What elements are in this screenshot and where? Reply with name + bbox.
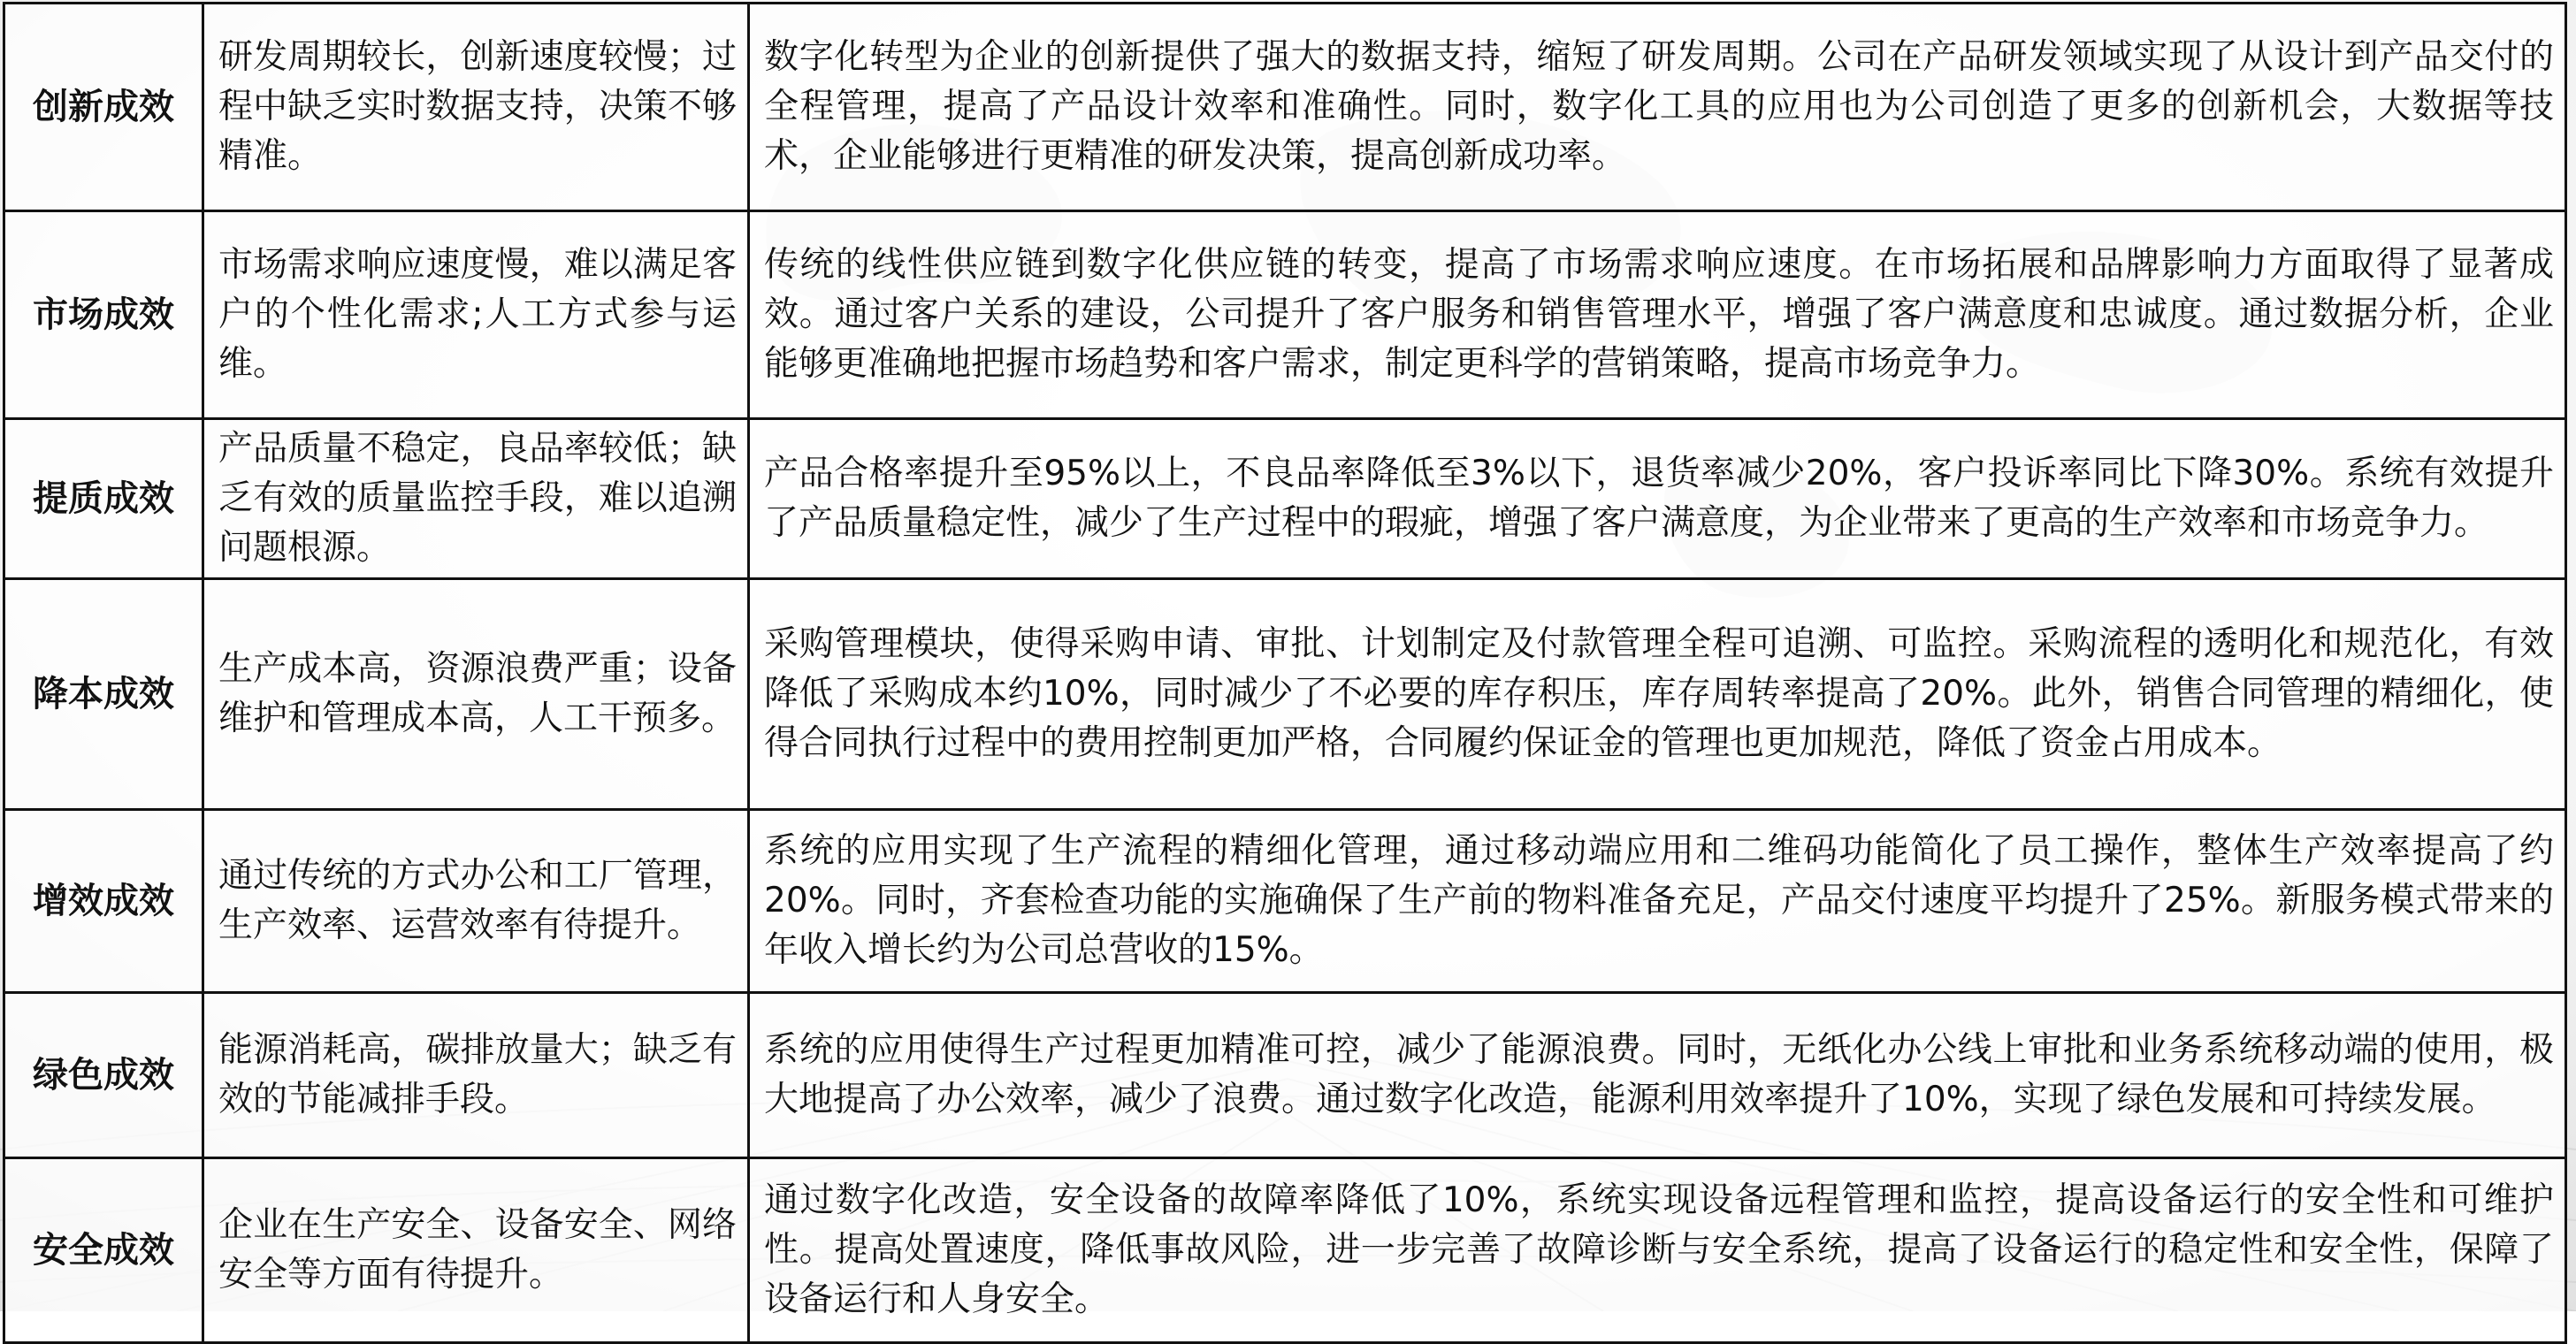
result-cell: 通过数字化改造，安全设备的故障率降低了10%，系统实现设备远程管理和监控，提高设备运行的安全性和可维护性。提高处置速度，降低事故风险，进一步完善了故障诊断与安全系统，提高了设备运行的稳定性和安全性，保障了设备运行和人身安全。	[749, 1158, 2566, 1343]
table-row	[4, 211, 2566, 419]
problem-cell: 生产成本高，资源浪费严重；设备维护和管理成本高，人工干预多。	[203, 579, 749, 810]
result-cell: 传统的线性供应链到数字化供应链的转变，提高了市场需求响应速度。在市场拓展和品牌影响力方面取得了显著成效。通过客户关系的建设，公司提升了客户服务和销售管理水平，增强了客户满意度和忠诚度。通过数据分析，企业能够更准确地把握市场趋势和客户需求，制定更科学的营销策略，提高市场竞争力。	[749, 211, 2566, 419]
table-row	[4, 419, 2566, 579]
problem-cell: 能源消耗高，碳排放量大；缺乏有效的节能减排手段。	[203, 993, 749, 1158]
result-cell: 数字化转型为企业的创新提供了强大的数据支持，缩短了研发周期。公司在产品研发领域实现了从设计到产品交付的全程管理，提高了产品设计效率和准确性。同时，数字化工具的应用也为公司创造了更多的创新机会，大数据等技术，企业能够进行更精准的研发决策，提高创新成功率。	[749, 4, 2566, 211]
result-cell: 系统的应用使得生产过程更加精准可控，减少了能源浪费。同时，无纸化办公线上审批和业务系统移动端的使用，极大地提高了办公效率，减少了浪费。通过数字化改造，能源利用效率提升了10%，实现了绿色发展和可持续发展。	[749, 993, 2566, 1158]
row-label: 提质成效	[4, 419, 203, 579]
problem-cell: 研发周期较长，创新速度较慢；过程中缺乏实时数据支持，决策不够精准。	[203, 4, 749, 211]
result-cell: 系统的应用实现了生产流程的精细化管理，通过移动端应用和二维码功能简化了员工操作，整体生产效率提高了约20%。同时，齐套检查功能的实施确保了生产前的物料准备充足，产品交付速度平均提升了25%。新服务模式带来的年收入增长约为公司总营收的15%。	[749, 810, 2566, 993]
table-row	[4, 1158, 2566, 1343]
row-label: 增效成效	[4, 810, 203, 993]
row-label: 创新成效	[4, 4, 203, 211]
table-row	[4, 810, 2566, 993]
row-label: 安全成效	[4, 1158, 203, 1343]
table-row	[4, 579, 2566, 810]
row-label: 市场成效	[4, 211, 203, 419]
table-row	[4, 993, 2566, 1158]
row-label: 降本成效	[4, 579, 203, 810]
problem-cell: 企业在生产安全、设备安全、网络安全等方面有待提升。	[203, 1158, 749, 1343]
result-cell: 产品合格率提升至95%以上，不良品率降低至3%以下，退货率减少20%，客户投诉率同比下降30%。系统有效提升了产品质量稳定性，减少了生产过程中的瑕疵，增强了客户满意度，为企业带来了更高的生产效率和市场竞争力。	[749, 419, 2566, 579]
problem-cell: 通过传统的方式办公和工厂管理，生产效率、运营效率有待提升。	[203, 810, 749, 993]
result-cell: 采购管理模块，使得采购申请、审批、计划制定及付款管理全程可追溯、可监控。采购流程的透明化和规范化，有效降低了采购成本约10%，同时减少了不必要的库存积压，库存周转率提高了20%。此外，销售合同管理的精细化，使得合同执行过程中的费用控制更加严格，合同履约保证金的管理也更加规范，降低了资金占用成本。	[749, 579, 2566, 810]
table-row	[4, 4, 2566, 211]
effects-table	[3, 2, 2567, 1344]
problem-cell: 产品质量不稳定，良品率较低；缺乏有效的质量监控手段，难以追溯问题根源。	[203, 419, 749, 579]
problem-cell: 市场需求响应速度慢，难以满足客户的个性化需求;人工方式参与运维。	[203, 211, 749, 419]
row-label: 绿色成效	[4, 993, 203, 1158]
